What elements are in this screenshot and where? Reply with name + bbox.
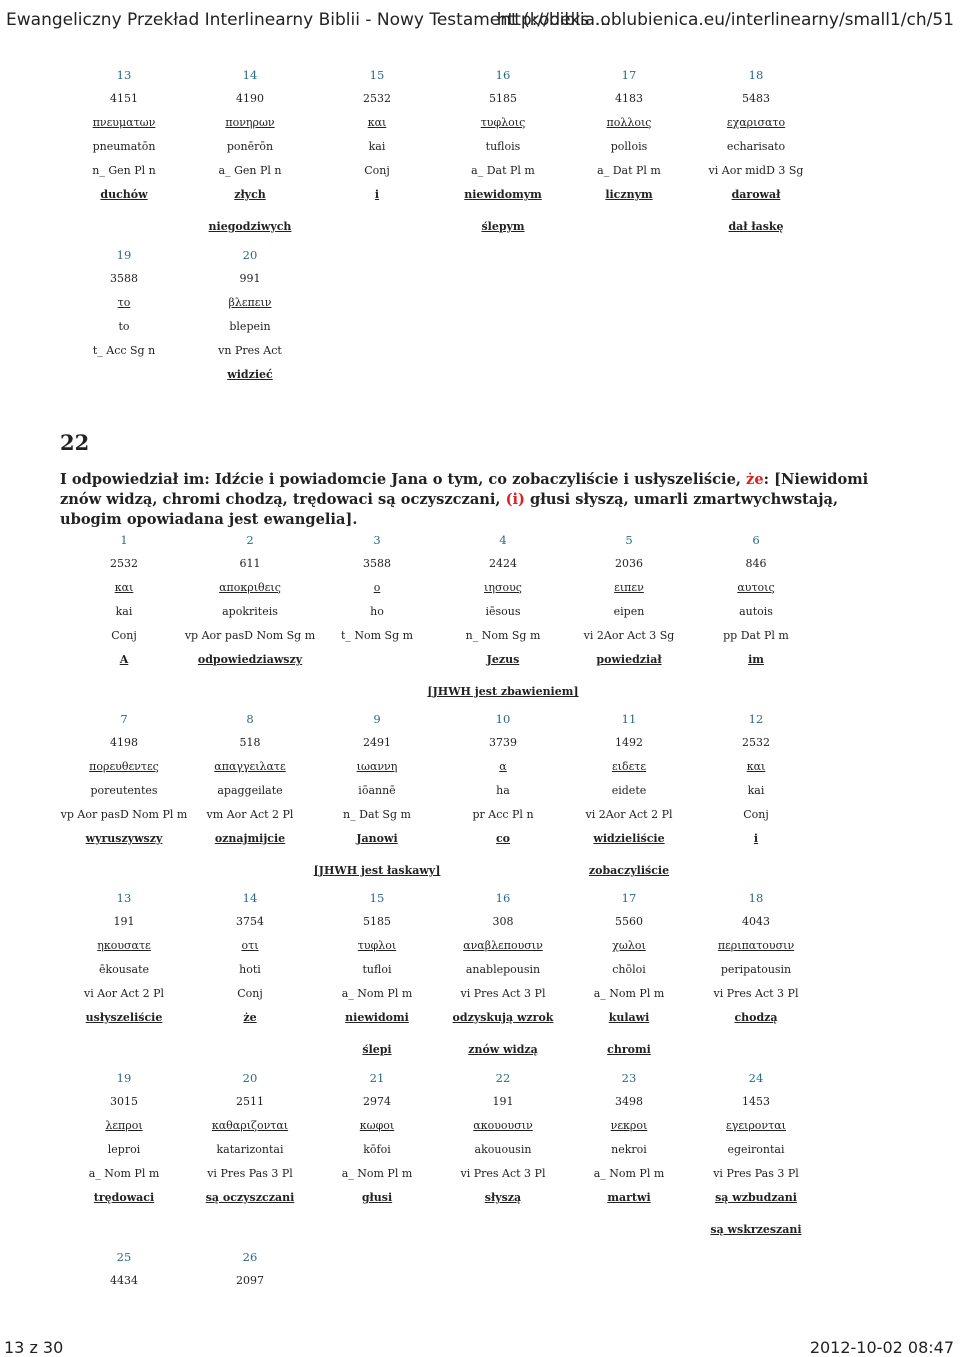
strong-number: 5560: [615, 915, 643, 928]
alternative-translation[interactable]: [JHWH jest zbawieniem]: [427, 685, 579, 698]
strong-number: 5185: [363, 915, 391, 928]
transliteration: kōfoi: [363, 1143, 391, 1156]
polish-translation-row: [0, 651, 960, 669]
greek-word[interactable]: ηκουσατε: [97, 939, 151, 952]
alternative-translation[interactable]: zobaczyliście: [588, 864, 670, 877]
transliteration-row: [0, 782, 960, 800]
word-number: 16: [495, 68, 511, 82]
polish-translation-row: [0, 366, 960, 384]
polish-translation[interactable]: im: [748, 653, 764, 666]
polish-translation[interactable]: kulawi: [608, 1011, 650, 1024]
alternative-translation[interactable]: chromi: [607, 1043, 651, 1056]
word-number: 17: [621, 68, 637, 82]
greek-word[interactable]: εγειρονται: [726, 1119, 786, 1132]
morphology: a_ Gen Pl n: [218, 164, 282, 177]
greek-word-row: [0, 114, 960, 132]
greek-word[interactable]: βλεπειν: [228, 296, 272, 309]
page-url: http://biblia.oblubienica.eu/interlinearny/small1/ch/51: [496, 10, 954, 30]
greek-word-row: [0, 579, 960, 597]
greek-word[interactable]: καθαριζονται: [211, 1119, 289, 1132]
word-number: 21: [369, 1071, 385, 1085]
word-number: 14: [242, 891, 258, 905]
page-counter: 13 z 30: [4, 1338, 64, 1357]
word-number: 8: [246, 712, 254, 726]
alternative-translation[interactable]: ślepym: [481, 220, 525, 233]
transliteration: hoti: [239, 963, 261, 976]
polish-translation[interactable]: martwi: [607, 1191, 651, 1204]
morphology: vp Aor pasD Nom Sg m: [184, 629, 316, 642]
greek-word[interactable]: αναβλεπουσιν: [463, 939, 543, 952]
morphology: vi Aor Act 2 Pl: [84, 987, 164, 1000]
polish-translation[interactable]: duchów: [100, 188, 148, 201]
transliteration: akouousin: [474, 1143, 532, 1156]
polish-translation[interactable]: głusi: [361, 1191, 393, 1204]
polish-translation[interactable]: odzyskują wzrok: [452, 1011, 554, 1024]
greek-word[interactable]: το: [117, 296, 131, 309]
transliteration: kai: [368, 140, 386, 153]
strong-number: 2532: [110, 557, 138, 570]
word-number-row: [0, 66, 960, 84]
greek-word[interactable]: αυτοις: [737, 581, 775, 594]
word-number: 12: [748, 712, 764, 726]
verse-text-part: I odpowiedział im: Idźcie i powiadomcie Jana o tym, co zobaczyliście i usłyszeliście,: [60, 471, 747, 488]
word-number: 18: [748, 68, 764, 82]
word-number: 16: [495, 891, 511, 905]
greek-word[interactable]: ειδετε: [611, 760, 647, 773]
greek-word[interactable]: περιπατουσιν: [717, 939, 795, 952]
transliteration: ponērōn: [226, 140, 274, 153]
morphology-row: [0, 985, 960, 1003]
strong-number: 3015: [110, 1095, 138, 1108]
morphology: n_ Nom Sg m: [465, 629, 541, 642]
browser-print-footer: [0, 1336, 960, 1356]
print-datetime: 2012-10-02 08:47: [809, 1338, 954, 1357]
morphology: Conj: [111, 629, 137, 642]
transliteration: pneumatōn: [92, 140, 156, 153]
strong-number: 4043: [742, 915, 770, 928]
word-number: 20: [242, 1071, 258, 1085]
strong-number: 2097: [236, 1274, 264, 1287]
morphology-row: [0, 1165, 960, 1183]
word-number: 5: [625, 533, 633, 547]
word-number: 25: [116, 1250, 132, 1264]
morphology: vi 2Aor Act 2 Pl: [585, 808, 673, 821]
transliteration-row: [0, 318, 960, 336]
polish-translation[interactable]: trędowaci: [93, 1191, 155, 1204]
greek-word[interactable]: και: [114, 581, 134, 594]
word-number: 11: [621, 712, 637, 726]
transliteration: leproi: [107, 1143, 141, 1156]
transliteration-row: [0, 138, 960, 156]
transliteration: chōloi: [612, 963, 646, 976]
alternative-translation-row: [0, 1221, 960, 1239]
strong-number-row: [0, 1093, 960, 1111]
transliteration: poreutentes: [90, 784, 158, 797]
alternative-translation[interactable]: dał łaskę: [728, 220, 784, 233]
greek-word[interactable]: τυφλοι: [357, 939, 397, 952]
word-number: 13: [116, 68, 132, 82]
browser-print-header: [0, 0, 960, 40]
transliteration: ēkousate: [98, 963, 149, 976]
strong-number: 518: [239, 736, 261, 749]
word-number: 4: [499, 533, 507, 547]
strong-number: 3754: [236, 915, 264, 928]
morphology-row: [0, 162, 960, 180]
greek-word[interactable]: ιωαννη: [356, 760, 398, 773]
morphology: Conj: [237, 987, 263, 1000]
verse-text: [60, 470, 900, 530]
morphology: vm Aor Act 2 Pl: [206, 808, 294, 821]
alternative-translation[interactable]: [JHWH jest łaskawy]: [313, 864, 441, 877]
greek-word[interactable]: πορευθεντες: [89, 760, 159, 773]
strong-number: 846: [745, 557, 767, 570]
morphology-row: [0, 627, 960, 645]
polish-translation[interactable]: że: [243, 1011, 257, 1024]
strong-number: 611: [239, 557, 261, 570]
strong-number-row: [0, 270, 960, 288]
morphology: vn Pres Act: [218, 344, 282, 357]
morphology: a_ Nom Pl m: [341, 987, 413, 1000]
greek-word-row: [0, 294, 960, 312]
polish-translation[interactable]: niewidomym: [464, 188, 542, 201]
transliteration: ha: [496, 784, 510, 797]
strong-number: 191: [113, 915, 135, 928]
transliteration: pollois: [610, 140, 648, 153]
greek-word[interactable]: και: [367, 116, 387, 129]
transliteration: apaggeilate: [217, 784, 283, 797]
polish-translation[interactable]: co: [495, 832, 511, 845]
morphology: vi Pres Act 3 Pl: [460, 1167, 546, 1180]
word-number-row: [0, 1248, 960, 1266]
greek-word[interactable]: πνευματων: [92, 116, 156, 129]
polish-translation[interactable]: odpowiedziawszy: [197, 653, 303, 666]
morphology: vp Aor pasD Nom Pl m: [60, 808, 188, 821]
transliteration: to: [118, 320, 130, 333]
polish-translation[interactable]: są wzbudzani: [715, 1191, 797, 1204]
word-number: 9: [373, 712, 381, 726]
greek-word[interactable]: χωλοι: [612, 939, 646, 952]
polish-translation[interactable]: widzieć: [227, 368, 273, 381]
strong-number: 2424: [489, 557, 517, 570]
word-number: 2: [246, 533, 254, 547]
polish-translation[interactable]: złych: [234, 188, 266, 201]
morphology: Conj: [364, 164, 390, 177]
morphology-row: [0, 806, 960, 824]
polish-translation[interactable]: wyruszywszy: [85, 832, 163, 845]
word-number: 22: [495, 1071, 511, 1085]
greek-word[interactable]: απαγγειλατε: [214, 760, 286, 773]
morphology: n_ Dat Sg m: [343, 808, 411, 821]
word-number: 20: [242, 248, 258, 262]
word-number: 19: [116, 248, 132, 262]
strong-number-row: [0, 913, 960, 931]
word-number: 13: [116, 891, 132, 905]
polish-translation[interactable]: licznym: [605, 188, 653, 201]
word-number: 17: [621, 891, 637, 905]
transliteration: kai: [747, 784, 765, 797]
polish-translation[interactable]: Janowi: [356, 832, 398, 845]
polish-translation[interactable]: usłyszeliście: [85, 1011, 163, 1024]
morphology: vi Pres Act 3 Pl: [713, 987, 799, 1000]
polish-translation[interactable]: i: [753, 832, 759, 845]
word-number: 24: [748, 1071, 764, 1085]
polish-translation-row: [0, 1189, 960, 1207]
polish-translation-row: [0, 830, 960, 848]
greek-word[interactable]: ειπεν: [614, 581, 644, 594]
greek-word[interactable]: α: [499, 760, 507, 773]
word-number: 3: [373, 533, 381, 547]
alternative-translation-row: [0, 218, 960, 236]
morphology: vi Pres Act 3 Pl: [460, 987, 546, 1000]
morphology: Conj: [743, 808, 769, 821]
word-number: 1: [120, 533, 128, 547]
polish-translation-row: [0, 1009, 960, 1027]
greek-word[interactable]: και: [746, 760, 766, 773]
greek-word[interactable]: ιησους: [484, 581, 522, 594]
word-number: 18: [748, 891, 764, 905]
transliteration-row: [0, 1141, 960, 1159]
alternative-translation-row: [0, 862, 960, 880]
morphology: vi Pres Pas 3 Pl: [207, 1167, 293, 1180]
transliteration: katarizontai: [216, 1143, 284, 1156]
verse-text-highlight: że: [746, 471, 764, 488]
transliteration: apokriteis: [222, 605, 278, 618]
greek-word[interactable]: νεκροι: [610, 1119, 648, 1132]
greek-word[interactable]: ο: [373, 581, 381, 594]
word-number-row: [0, 889, 960, 907]
greek-word[interactable]: κωφοι: [359, 1119, 395, 1132]
strong-number: 3588: [110, 272, 138, 285]
greek-word[interactable]: πολλοις: [606, 116, 652, 129]
transliteration: iōannē: [358, 784, 396, 797]
greek-word[interactable]: τυφλοις: [480, 116, 526, 129]
word-number: 15: [369, 68, 385, 82]
transliteration: ho: [370, 605, 384, 618]
strong-number: 4183: [615, 92, 643, 105]
greek-word-row: [0, 758, 960, 776]
strong-number: 3588: [363, 557, 391, 570]
strong-number: 191: [492, 1095, 514, 1108]
polish-translation[interactable]: powiedział: [596, 653, 662, 666]
alternative-translation[interactable]: ślepi: [362, 1043, 392, 1056]
morphology: vi Pres Pas 3 Pl: [713, 1167, 799, 1180]
greek-word[interactable]: λεπροι: [105, 1119, 143, 1132]
greek-word[interactable]: οτι: [241, 939, 259, 952]
page-title: Ewangeliczny Przekład Interlinearny Biblii - Nowy Testament (kodeks ...: [6, 10, 611, 30]
transliteration: eidete: [611, 784, 647, 797]
polish-translation[interactable]: są oczyszczani: [205, 1191, 295, 1204]
strong-number: 1492: [615, 736, 643, 749]
morphology: a_ Nom Pl m: [88, 1167, 160, 1180]
polish-translation[interactable]: widzieliście: [593, 832, 665, 845]
strong-number: 3739: [489, 736, 517, 749]
morphology: t_ Nom Sg m: [340, 629, 414, 642]
morphology-row: [0, 342, 960, 360]
transliteration-row: [0, 961, 960, 979]
word-number: 23: [621, 1071, 637, 1085]
transliteration: tufloi: [362, 963, 392, 976]
morphology: a_ Dat Pl m: [471, 164, 535, 177]
strong-number: 3498: [615, 1095, 643, 1108]
verse-text-highlight: (i): [505, 491, 525, 508]
alternative-translation-row: [0, 683, 960, 701]
greek-word-row: [0, 937, 960, 955]
alternative-translation[interactable]: są wskrzeszani: [710, 1223, 802, 1236]
strong-number-row: [0, 90, 960, 108]
morphology: a_ Nom Pl m: [593, 1167, 665, 1180]
strong-number: 5483: [742, 92, 770, 105]
morphology: a_ Dat Pl m: [597, 164, 661, 177]
strong-number-row: [0, 1272, 960, 1290]
word-number-row: [0, 710, 960, 728]
transliteration: echarisato: [726, 140, 786, 153]
word-number: 10: [495, 712, 511, 726]
strong-number: 991: [239, 272, 261, 285]
verse-text-part: głusi słyszą, umarli zmartwychwstają, ubogim opowiadana jest ewangelia].: [60, 491, 839, 528]
transliteration: blepein: [229, 320, 271, 333]
polish-translation[interactable]: słyszą: [484, 1191, 522, 1204]
word-number: 15: [369, 891, 385, 905]
alternative-translation[interactable]: znów widzą: [468, 1043, 538, 1056]
alternative-translation-row: [0, 1041, 960, 1059]
strong-number: 5185: [489, 92, 517, 105]
polish-translation[interactable]: A: [119, 653, 129, 666]
verse-text-part: : [Niewidomi znów widzą, chromi chodzą, trędowaci są oczyszczani,: [60, 471, 869, 508]
transliteration: peripatousin: [720, 963, 792, 976]
strong-number: 2532: [742, 736, 770, 749]
polish-translation-row: [0, 186, 960, 204]
strong-number: 4434: [110, 1274, 138, 1287]
morphology: pr Acc Pl n: [472, 808, 534, 821]
transliteration: nekroi: [611, 1143, 647, 1156]
transliteration: autois: [739, 605, 773, 618]
strong-number: 2532: [363, 92, 391, 105]
transliteration: tuflois: [485, 140, 521, 153]
word-number-row: [0, 531, 960, 549]
transliteration: eipen: [613, 605, 645, 618]
strong-number-row: [0, 734, 960, 752]
transliteration: iēsous: [485, 605, 521, 618]
verse-number: 22: [60, 430, 90, 455]
greek-word[interactable]: εχαρισατο: [726, 116, 786, 129]
greek-word[interactable]: πονηρων: [225, 116, 275, 129]
word-number: 19: [116, 1071, 132, 1085]
morphology: vi 2Aor Act 3 Sg: [583, 629, 675, 642]
word-number: 6: [752, 533, 760, 547]
alternative-translation[interactable]: niegodziwych: [208, 220, 292, 233]
greek-word-row: [0, 1117, 960, 1135]
greek-word[interactable]: ακουουσιν: [473, 1119, 533, 1132]
transliteration: anablepousin: [465, 963, 541, 976]
word-number-row: [0, 246, 960, 264]
strong-number-row: [0, 555, 960, 573]
morphology: vi Aor midD 3 Sg: [708, 164, 804, 177]
strong-number: 4190: [236, 92, 264, 105]
strong-number: 4198: [110, 736, 138, 749]
strong-number: 2974: [363, 1095, 391, 1108]
morphology: pp Dat Pl m: [723, 629, 789, 642]
greek-word[interactable]: αποκριθεις: [219, 581, 281, 594]
morphology: n_ Gen Pl n: [92, 164, 156, 177]
polish-translation[interactable]: Jezus: [486, 653, 520, 666]
strong-number: 2511: [236, 1095, 264, 1108]
word-number-row: [0, 1069, 960, 1087]
strong-number: 2491: [363, 736, 391, 749]
word-number: 14: [242, 68, 258, 82]
morphology: a_ Nom Pl m: [341, 1167, 413, 1180]
word-number: 26: [242, 1250, 258, 1264]
strong-number: 1453: [742, 1095, 770, 1108]
transliteration: kai: [115, 605, 133, 618]
polish-translation[interactable]: darował: [731, 188, 781, 201]
strong-number: 4151: [110, 92, 138, 105]
strong-number: 2036: [615, 557, 643, 570]
polish-translation[interactable]: i: [374, 188, 380, 201]
polish-translation[interactable]: chodzą: [734, 1011, 778, 1024]
polish-translation[interactable]: niewidomi: [345, 1011, 409, 1024]
word-number: 7: [120, 712, 128, 726]
strong-number: 308: [492, 915, 514, 928]
polish-translation[interactable]: oznajmijcie: [214, 832, 286, 845]
transliteration: egeirontai: [727, 1143, 785, 1156]
morphology: a_ Nom Pl m: [593, 987, 665, 1000]
transliteration-row: [0, 603, 960, 621]
morphology: t_ Acc Sg n: [92, 344, 156, 357]
